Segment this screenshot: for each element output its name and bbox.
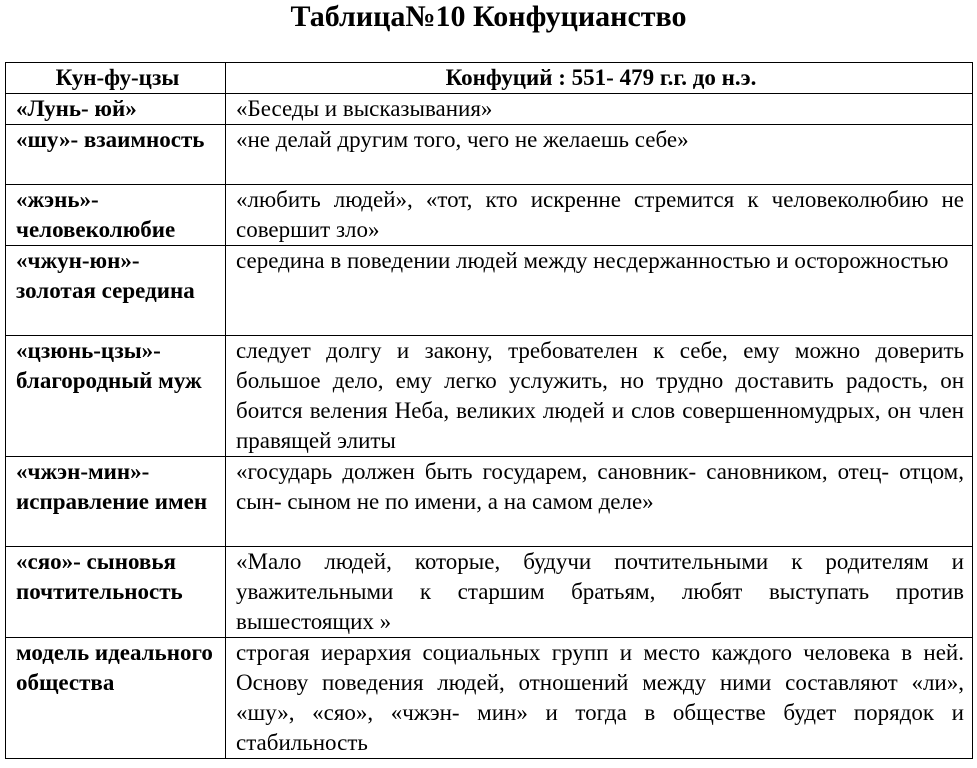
description-cell: «Мало людей, которые, будучи почтительными к родителям и уважительными к старшим братьям, любят выступать против вышестоящих »	[226, 547, 973, 638]
term-cell: «сяо»- сыновья почтительность	[6, 547, 226, 638]
table-row	[6, 547, 973, 638]
description-cell: «любить людей», «тот, кто искренне стремится к человеколюбию не совершит зло»	[226, 185, 973, 246]
term-cell: «цзюнь-цзы»- благородный муж	[6, 336, 226, 457]
table-row	[6, 185, 973, 246]
table-row	[6, 457, 973, 547]
table-row	[6, 246, 973, 336]
term-cell: «Лунь- юй»	[6, 94, 226, 125]
table-row	[6, 94, 973, 125]
description-cell: «не делай другим того, чего не желаешь себе»	[226, 125, 973, 185]
term-cell: «жэнь»- человеколюбие	[6, 185, 226, 246]
term-cell: «шу»- взаимность	[6, 125, 226, 185]
description-cell: строгая иерархия социальных групп и место каждого человека в ней. Основу поведения людей, отношений между ними составляют «ли», «шу», «сяо», «чжэн- мин» и тогда в обществе будет порядок и стабильность	[226, 638, 973, 759]
description-cell: «Беседы и высказывания»	[226, 94, 973, 125]
column-header-description: Конфуций : 551- 479 г.г. до н.э.	[226, 63, 973, 94]
table-row	[6, 336, 973, 457]
description-cell: «государь должен быть государем, сановник- сановником, отец- отцом, сын- сыном не по имени, а на самом деле»	[226, 457, 973, 547]
description-cell: середина в поведении людей между несдержанностью и осторожностью	[226, 246, 973, 336]
description-cell: следует долгу и закону, требователен к себе, ему можно доверить большое дело, ему легко услужить, но трудно доставить радость, он боится веления Неба, великих людей и слов совершенномудрых, он член правящей элиты	[226, 336, 973, 457]
table-header-row	[6, 63, 973, 94]
page-title: Таблица№10 Конфуцианство	[290, 0, 687, 33]
term-cell: модель идеального общества	[6, 638, 226, 759]
table-row	[6, 125, 973, 185]
term-cell: «чжун-юн»- золотая середина	[6, 246, 226, 336]
table-row	[6, 638, 973, 759]
column-header-term: Кун-фу-цзы	[6, 63, 226, 94]
confucianism-table	[5, 62, 973, 759]
term-cell: «чжэн-мин»- исправление имен	[6, 457, 226, 547]
